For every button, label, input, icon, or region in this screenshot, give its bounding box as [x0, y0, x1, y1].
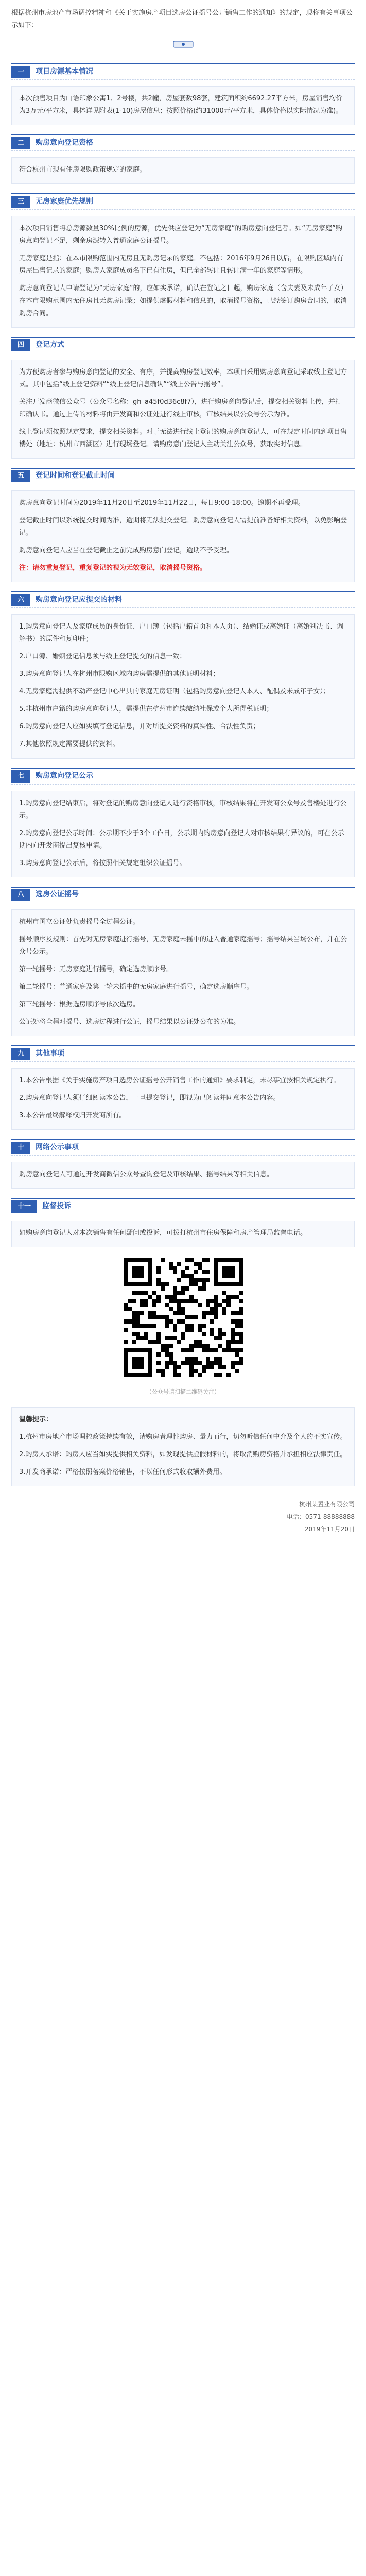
- section-header: [11, 1139, 355, 1156]
- section-body: [11, 614, 355, 758]
- section-paragraph: 购房意向登记人可通过开发商微信公众号查询登记及审核结果、摇号结果等相关信息。: [19, 1171, 274, 1179]
- section-title: 网络公示事项: [36, 1143, 79, 1151]
- section-header: [11, 768, 355, 785]
- section-paragraph: 3.本公告最终解释权归开发商所有。: [19, 1112, 126, 1120]
- section-number-badge: 九: [11, 1048, 30, 1060]
- section-header: [11, 591, 355, 608]
- declaration-paragraph: 1.杭州市房地产市场调控政策持续有效，请购房者理性购房、量力而行，切勿听信任何中介及个人的不实宣传。: [19, 1433, 347, 1441]
- section-header: [11, 887, 355, 903]
- section-paragraph: 6.购房意向登记人应如实填写登记信息，并对所提交资料的真实性、合法性负责；: [19, 723, 260, 731]
- section: [11, 193, 355, 327]
- section-paragraph: 5.非杭州市户籍的购房意向登记人，需提供在杭州市连续缴纳社保或个人所得税证明；: [19, 705, 273, 714]
- section-paragraph: 2.户口簿、婚姻登记信息须与线上登记提交的信息一致；: [19, 653, 186, 661]
- section-number-badge: 四: [11, 339, 30, 351]
- section-title: 登记时间和登记截止时间: [36, 471, 115, 480]
- section-title: 监督投诉: [42, 1201, 72, 1210]
- section-paragraph: 购房意向登记人应当在登记截止之前完成购房意向登记，逾期不予受理。: [19, 547, 234, 555]
- section-paragraph: 购房意向登记时间为2019年11月20日至2019年11月22日，每日9:00-18:00。逾期不再受理。: [19, 499, 305, 507]
- section-header: [11, 63, 355, 80]
- section-paragraph: 第一轮摇号：无房家庭进行摇号，确定选房顺序号。: [19, 965, 173, 973]
- footer: [11, 1499, 355, 1535]
- section-body: [11, 360, 355, 459]
- declaration-paragraphs: [19, 1431, 347, 1479]
- section-header: [11, 134, 355, 151]
- section-number-badge: 一: [11, 66, 30, 78]
- section-paragraph: 关注开发商微信公众号（公众号名称：gh_a45f0d36c8f7），进行购房意向登记后，提交相关资料上传，并打印确认书。通过上传的材料将由开发商和公证处进行线上审核，审核结果以公众号公示为准。: [19, 398, 342, 418]
- section-body: [11, 86, 355, 125]
- section-paragraph: 购房意向登记人申请登记为“无房家庭”的，应如实承诺，确认在登记之日起，购房家庭（含夫妻及未成年子女）在本市限购范围内无住房且无购房记录；如提供虚假材料和信息的，取消摇号资格，已经签订购房合同的，取消购房合同。: [19, 284, 347, 317]
- footer-company: 杭州某置业有限公司: [299, 1500, 355, 1508]
- declaration-paragraph: 2.购房人承诺：购房人应当如实提供相关资料，如发现提供虚假材料的，将取消购房资格并承担相应法律责任。: [19, 1450, 347, 1459]
- section: [11, 1045, 355, 1130]
- section-paragraph: 第三轮摇号：根据选房顺序号依次选房。: [19, 1000, 140, 1008]
- section-number-badge: 十: [11, 1142, 30, 1154]
- section-number-badge: 七: [11, 770, 30, 783]
- section-paragraph: 1.购房意向登记结束后，将对登记的购房意向登记人进行资格审核，审核结果将在开发商公众号及售楼处进行公示。: [19, 799, 347, 820]
- section: [11, 1198, 355, 1247]
- section-notice: 注：请勿重复登记，重复登记的视为无效登记，取消摇号资格。: [19, 564, 207, 572]
- section-paragraph: 如购房意向登记人对本次销售有任何疑问或投诉，可拨打杭州市住房保障和房产管理局监督电话。: [19, 1229, 307, 1238]
- section-paragraph: 线上登记须按照规定要求，提交相关资料。对于无法进行线上登记的购房意向登记人，可在规定时间内到项目售楼处（地址：杭州市西湖区）进行现场登记。请购房意向登记人主动关注公众号，获取实时信息。: [19, 428, 347, 448]
- section-number-badge: 八: [11, 889, 30, 901]
- section-body: [11, 909, 355, 1036]
- section-title: 选房公证摇号: [36, 890, 79, 899]
- section-paragraph: 3.购房意向登记人在杭州市限购区域内购房需提供的其他证明材料；: [19, 670, 220, 679]
- section-paragraph: 无房家庭是指：在本市限购范围内无房且无购房记录的家庭。不包括：2016年9月26日以后，在限购区域内有房屋出售记录的家庭；购房人家庭成员名下已有住房，但已全部转让且转让满一年的家庭等情形。: [19, 255, 343, 275]
- section-paragraph: 3.购房意向登记公示后，将按照相关规定组织公证摇号。: [19, 859, 186, 867]
- section-header: [11, 337, 355, 353]
- section-paragraph: 符合杭州市现有住房限购政策规定的家庭。: [19, 166, 147, 174]
- section-header: [11, 1198, 355, 1214]
- section-paragraph: 1.购房意向登记人及家庭成员的身份证、户口簿（包括户籍首页和本人页）、结婚证或离婚证（离婚判决书、调解书）的原件和复印件；: [19, 623, 343, 643]
- section-paragraph: 公证处将全程对摇号、选房过程进行公证，摇号结果以公证处公布的为准。: [19, 1018, 240, 1026]
- section-body: [11, 490, 355, 582]
- intro-text: 根据杭州市房地产市场调控精神和《关于实施房产项目选房公证摇号公开销售工作的通知》的规定，现将有关事项公示如下：: [11, 9, 353, 30]
- section-number-badge: 三: [11, 196, 30, 208]
- section-paragraph: 本次项目销售将总房源数量30%比例的房源，优先供应登记为“无房家庭”的购房意向登记者。如“无房家庭”购房意向登记不足，剩余房源转入普通家庭公证摇号。: [19, 225, 342, 245]
- decorative-logo: [11, 39, 355, 54]
- declaration-box: [11, 1407, 355, 1486]
- section-paragraph: 摇号顺序及规则：首先对无房家庭进行摇号，无房家庭未摇中的进入普通家庭摇号；摇号结果当场公布，并在公众号公示。: [19, 935, 347, 956]
- section-paragraph: 2.购房意向登记公示时间：公示期不少于3个工作日，公示期内购房意向登记人对审核结果有异议的，可在公示期内向开发商提出复核申请。: [19, 829, 344, 850]
- section: [11, 887, 355, 1036]
- section-header: [11, 193, 355, 210]
- section-number-badge: 十一: [11, 1200, 37, 1213]
- footer-phone: 电话：0571-88888888: [287, 1513, 355, 1521]
- section-header: [11, 1045, 355, 1062]
- section-paragraph: 1.本公告根据《关于实施房产项目选房公证摇号公开销售工作的通知》要求制定，未尽事宜按相关规定执行。: [19, 1077, 340, 1085]
- declaration-paragraph: 3.开发商承诺：严格按照备案价格销售，不以任何形式收取额外费用。: [19, 1468, 226, 1476]
- sections-container: [11, 63, 355, 1247]
- section: [11, 134, 355, 184]
- qr-code: [11, 1256, 355, 1384]
- section: [11, 768, 355, 877]
- section-title: 购房意向登记资格: [36, 138, 94, 147]
- section: [11, 63, 355, 125]
- section-paragraph: 本次预售项目为山语印象公寓1、2号楼，共2幢，房屋套数98套，建筑面积约6692.27平方米，房屋销售均价为3万元/平方米，具体详见附表(1-10)房屋信息；按照价格(约31000元/平方米，具体价格以实际情况为准)。: [19, 95, 343, 115]
- section: [11, 337, 355, 459]
- qr-caption: （公众号请扫描二维码关注）: [146, 1388, 220, 1396]
- section-body: [11, 791, 355, 877]
- section-body: [11, 157, 355, 184]
- section-title: 项目房源基本情况: [36, 67, 94, 76]
- section-title: 无房家庭优先规则: [36, 197, 94, 206]
- section-number-badge: 二: [11, 137, 30, 149]
- section-title: 其他事项: [36, 1049, 65, 1058]
- section-body: [11, 1068, 355, 1130]
- section-body: [11, 216, 355, 327]
- section-header: [11, 468, 355, 484]
- section-number-badge: 五: [11, 470, 30, 482]
- section-paragraph: 第二轮摇号：普通家庭及第一轮未摇中的无房家庭进行摇号，确定选房顺序号。: [19, 982, 254, 991]
- declaration-title: 温馨提示：: [19, 1415, 53, 1423]
- section-paragraph: 登记截止时间以系统提交时间为准，逾期将无法提交登记。购房意向登记人需提前准备好相关资料，以免影响登记。: [19, 516, 347, 537]
- section: [11, 468, 355, 582]
- section-paragraph: 2.购房意向登记人须仔细阅读本公告，一旦提交登记，即视为已阅读并同意本公告内容。: [19, 1094, 280, 1103]
- section-title: 登记方式: [36, 341, 65, 349]
- section: [11, 591, 355, 758]
- section-paragraph: 7.其他依照规定需要提供的资料。: [19, 740, 119, 749]
- footer-date: 2019年11月20日: [304, 1526, 355, 1533]
- section-title: 购房意向登记应提交的材料: [36, 595, 123, 604]
- section-title: 购房意向登记公示: [36, 772, 94, 781]
- declaration-section: [11, 1407, 355, 1486]
- section-body: [11, 1221, 355, 1247]
- logo-icon: [173, 39, 194, 49]
- section-number-badge: 六: [11, 594, 30, 606]
- section-paragraph: 杭州市国立公证处负责摇号全过程公证。: [19, 918, 140, 926]
- section-paragraph: 为方便购房者参与购房意向登记的安全、有序，并提高购房登记效率，本项目采用购房意向登记采取线上登记方式。其中包括“线上登记资料”“线上登记信息确认”“线上公告与摇号”。: [19, 368, 347, 388]
- section: [11, 1139, 355, 1189]
- section-paragraph: 4.无房家庭需提供不动产登记中心出具的家庭无房证明（包括购房意向登记人本人、配偶及未成年子女）；: [19, 688, 330, 696]
- section-body: [11, 1162, 355, 1189]
- qr-code-icon: [121, 1256, 245, 1379]
